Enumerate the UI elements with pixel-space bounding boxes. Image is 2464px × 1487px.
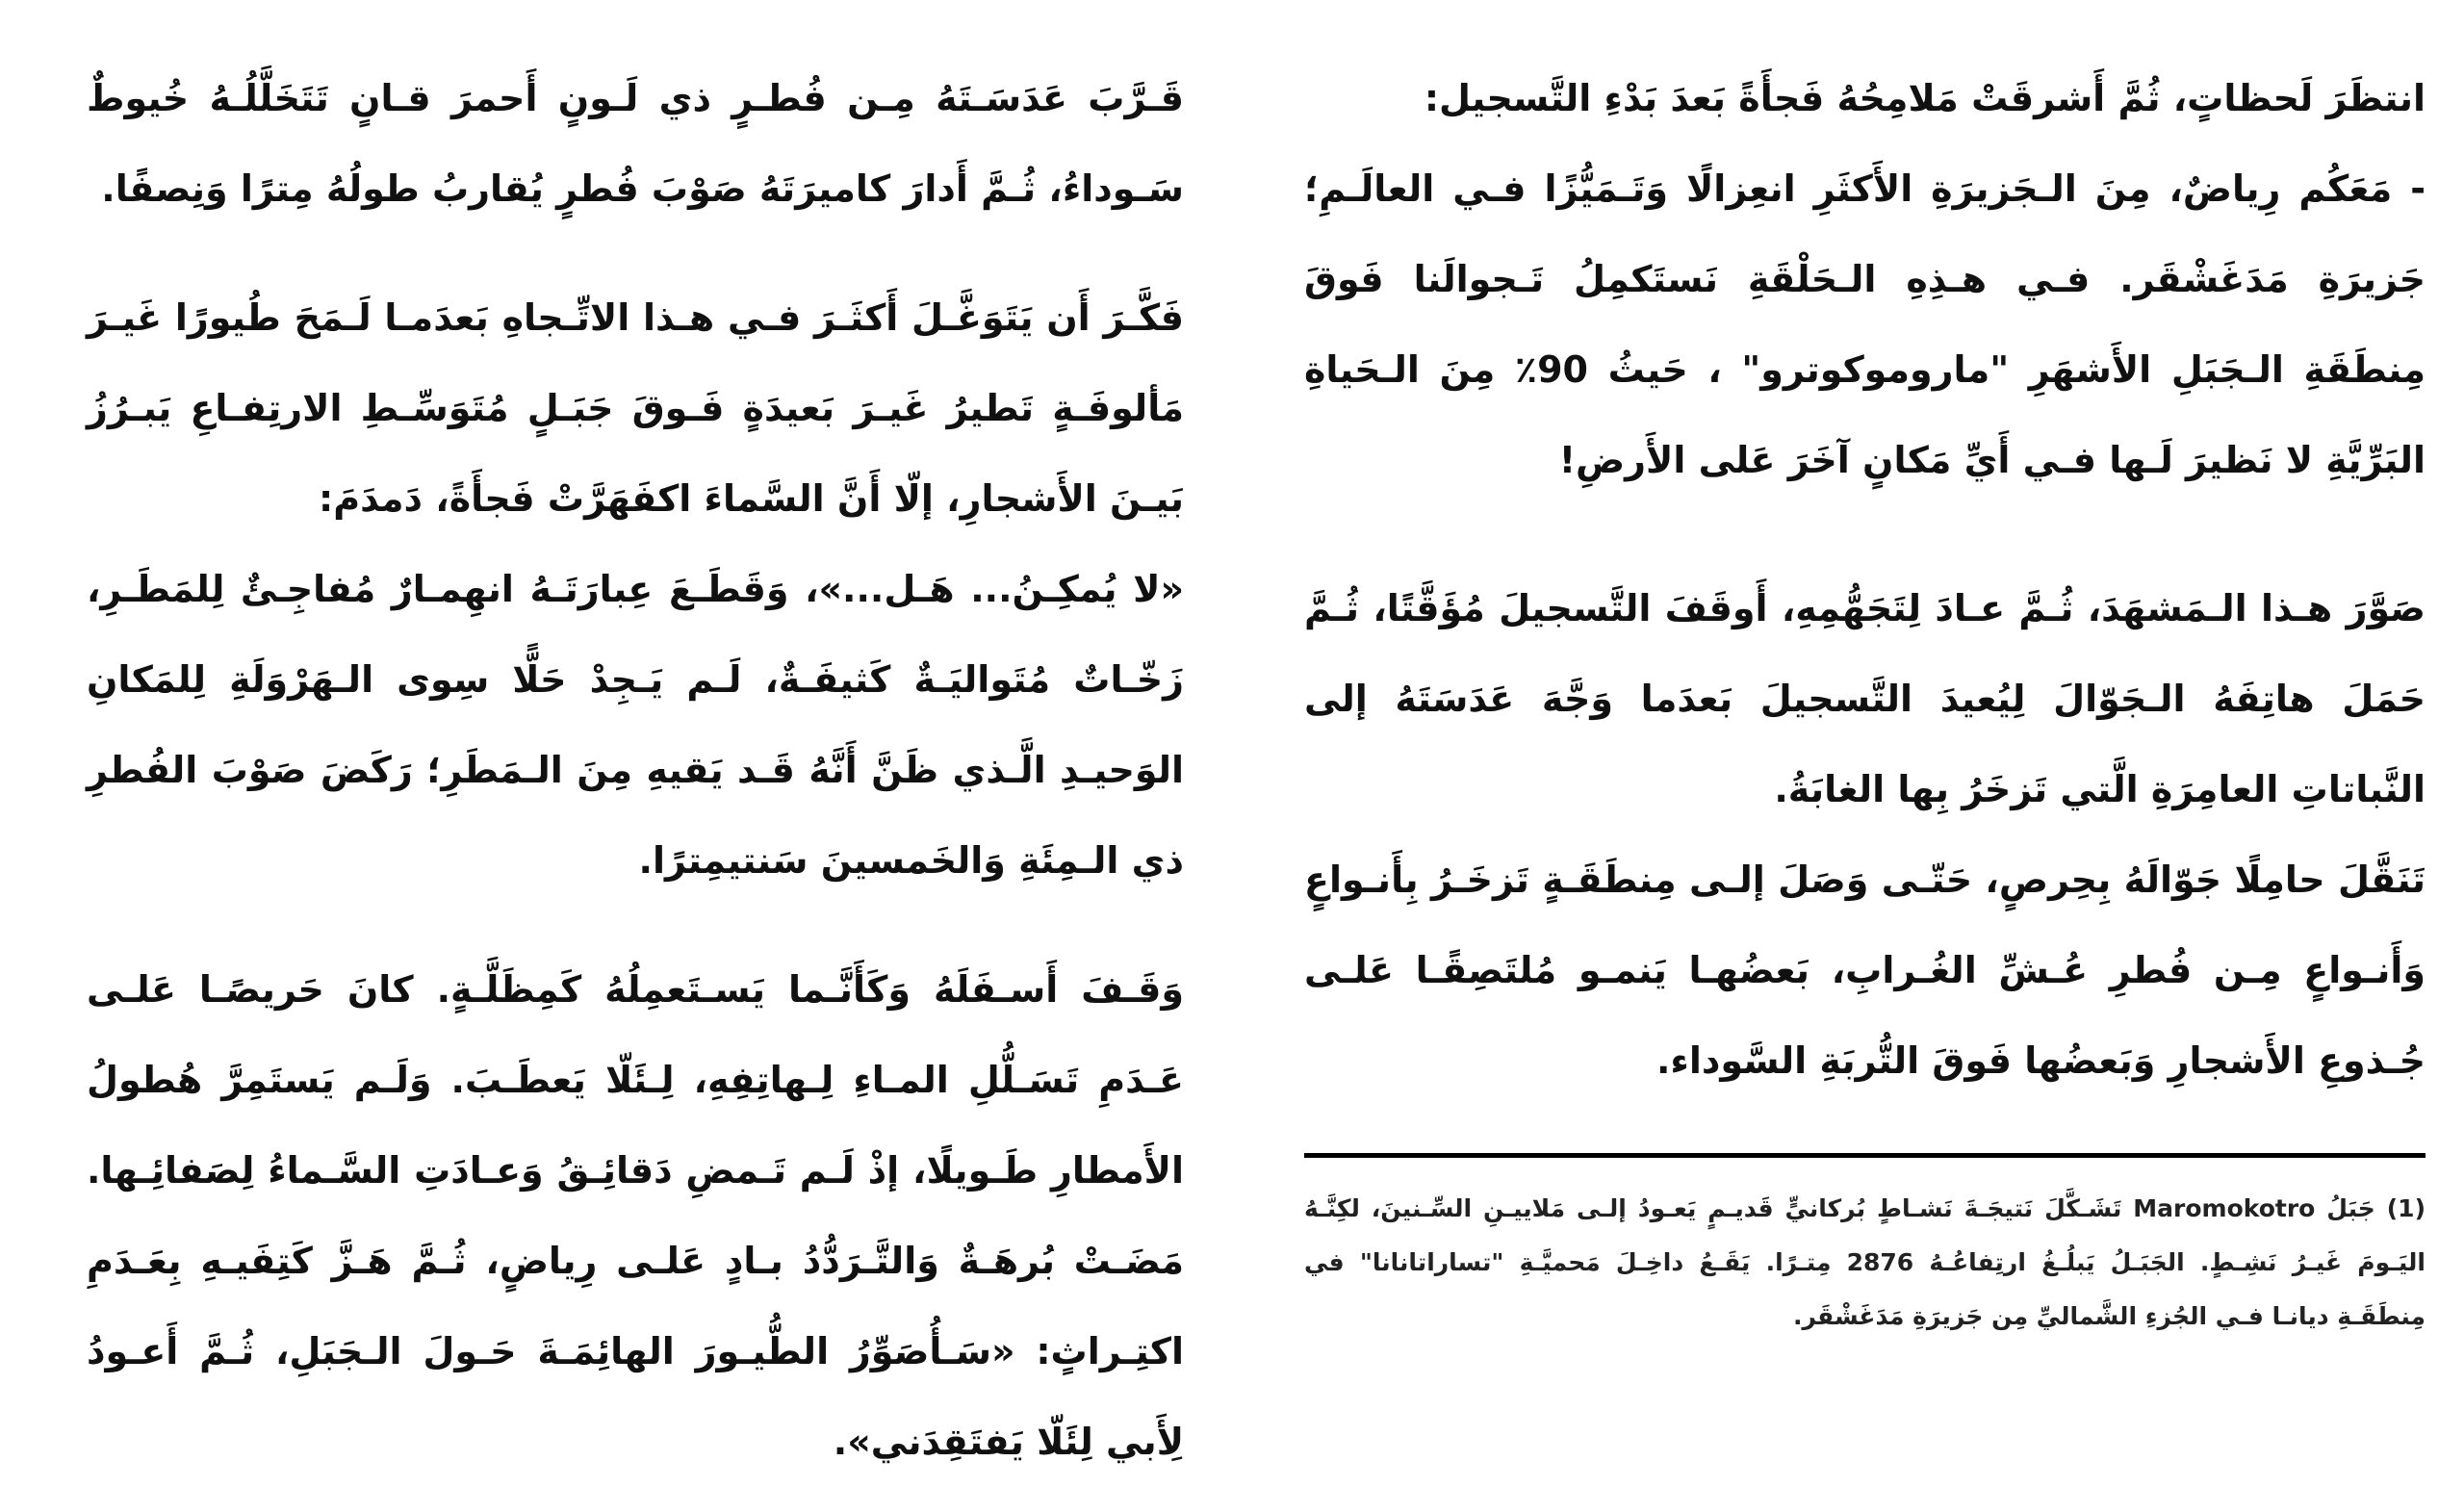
paragraph-gap xyxy=(87,234,1184,272)
paragraph-gap xyxy=(1304,505,2426,563)
paragraph: قَـرَّبَ عَدَسَـتَهُ مِـن فُطـرٍ ذي لَـونٍ أَحمرَ قـانٍ تَتَخَلَّلُـهُ خُيوطٌ سَـوداءُ، ثُـمَّ أَدارَ كاميرَتَهُ صَوْبَ فُطرٍ يُقاربُ طولُهُ مِترًا وَنِصفًا. xyxy=(87,77,1184,210)
footnote: (1) جَبَلُ Maromokotro تَشَـكَّلَ نَتيجَـةَ نَشـاطٍ بُركانيٍّ قَديـمٍ يَعـودُ إلـى مَلاييـنِ السِّـنينَ، لكِنَّـهُ اليَـومَ غَيـرُ نَشِـطٍ. الجَبَـلُ يَبلُـغُ ارتِفاعُـهُ 2876 مِتـرًا. يَقَـعُ داخِـلَ مَحميَّـةِ "تساراتانانا" في مِنطَقَـةِ ديانـا فـي الجُزءِ الشَّماليِّ مِن جَزيرَةِ مَدَغَشْقَر. xyxy=(1304,1194,2426,1330)
paragraph: تَنَقَّلَ حامِلًا جَوّالَهُ بِحِرصٍ، حَتّـى وَصَلَ إلـى مِنطَقَـةٍ تَزخَـرُ بِأَنـواعٍ وَأَنـواعٍ مِـن فُطرِ عُـشِّ الغُـرابِ، بَعضُهـا يَنمـو مُلتَصِقًـا عَلـى جُـذوعِ الأَشجارِ وَبَعضُها فَوقَ التُّربَةِ السَّوداء. xyxy=(1304,859,2426,1082)
left-column xyxy=(87,53,1184,1487)
footnote-divider xyxy=(1304,1153,2426,1158)
paragraph: انتظَرَ لَحظاتٍ، ثُمَّ أَشرقَتْ مَلامِحُهُ فَجأَةً بَعدَ بَدْءِ التَّسجيل: - مَعَكُم رِياضٌ، مِنَ الـجَزيرَةِ الأَكثَرِ انعِزالًا وَتَـمَيُّزًا فـي العالَـمِ؛ جَزيرَةِ مَدَغَشْقَر. فـي هـذِهِ الـحَلْقَةِ نَستَكمِلُ تَـجوالَنا فَوقَ مِنطَقَةِ الـجَبَلِ الأَشهَرِ "ماروموكوترو" ، حَيثُ 90٪ مِنَ الـحَياةِ البَرِّيَّةِ لا نَظيرَ لَـها فـي أَيِّ مَكانٍ آخَرَ عَلى الأَرضِ! xyxy=(1304,77,2426,481)
paragraph-gap xyxy=(87,906,1184,944)
paragraph: فَكَّـرَ أَن يَتَوَغَّـلَ أَكثَـرَ فـي هـذا الاتِّـجاهِ بَعدَمـا لَـمَحَ طُيورًا غَيـرَ مَألوفَـةٍ تَطيرُ غَيـرَ بَعيدَةٍ فَـوقَ جَبَـلٍ مُتَوَسِّـطِ الارتِفـاعِ يَبـرُزُ بَيـنَ الأَشجارِ، إلّا أَنَّ السَّماءَ اكفَهَرَّتْ فَجأَةً، دَمدَمَ: «لا يُمكِـنُ... هَـل...»، وَقَطَـعَ عِبارَتَـهُ انهِمـارٌ مُفاجِـئٌ لِلمَطَـرِ، زَخّـاتٌ مُتَواليَـةٌ كَثيفَـةٌ، لَـم يَـجِدْ حَلًّا سِوى الـهَرْوَلَةِ لِلمَكانِ الوَحيـدِ الَّـذي ظَنَّ أَنَّهُ قَـد يَقيهِ مِنَ الـمَطَرِ؛ رَكَضَ صَوْبَ الفُطرِ ذي الـمِئَةِ وَالخَمسينَ سَنتيمِترًا. xyxy=(87,296,1184,882)
right-column xyxy=(1304,53,2426,1106)
paragraph: صَوَّرَ هـذا الـمَشهَدَ، ثُـمَّ عـادَ لِتَجَهُّمِهِ، أَوقَفَ التَّسجيلَ مُؤَقَّتًا، ثُـمَّ حَمَلَ هاتِفَهُ الـجَوّالَ لِيُعيدَ التَّسجيلَ بَعدَما وَجَّهَ عَدَسَتَهُ إلى النَّباتاتِ العامِرَةِ الَّتي تَزخَرُ بِها الغابَةُ. xyxy=(1304,587,2426,810)
paragraph: وَقَـفَ أَسـفَلَهُ وَكَأَنَّـما يَسـتَعمِلُهُ كَمِظَلَّـةٍ. كانَ حَريصًـا عَلـى عَـدَمِ تَسَـلُّلِ المـاءِ لِـهاتِفِهِ، لِـئَلّا يَعطَـبَ. وَلَـم يَستَمِرَّ هُطولُ الأَمطارِ طَـويلًا، إذْ لَـم تَـمضِ دَقائِـقُ وَعـادَتِ السَّـماءُ لِصَفائِـها. مَضَـتْ بُرهَـةٌ وَالتَّـرَدُّدُ بـادٍ عَلـى رِياضٍ، ثُـمَّ هَـزَّ كَتِفَيـهِ بِعَـدَمِ اكتِـراثٍ: «سَـأُصَوِّرُ الطُّيـورَ الهائِمَـةَ حَـولَ الـجَبَلِ، ثُـمَّ أَعـودُ لِأَبي لِئَلّا يَفتَقِدَني». xyxy=(87,968,1184,1463)
